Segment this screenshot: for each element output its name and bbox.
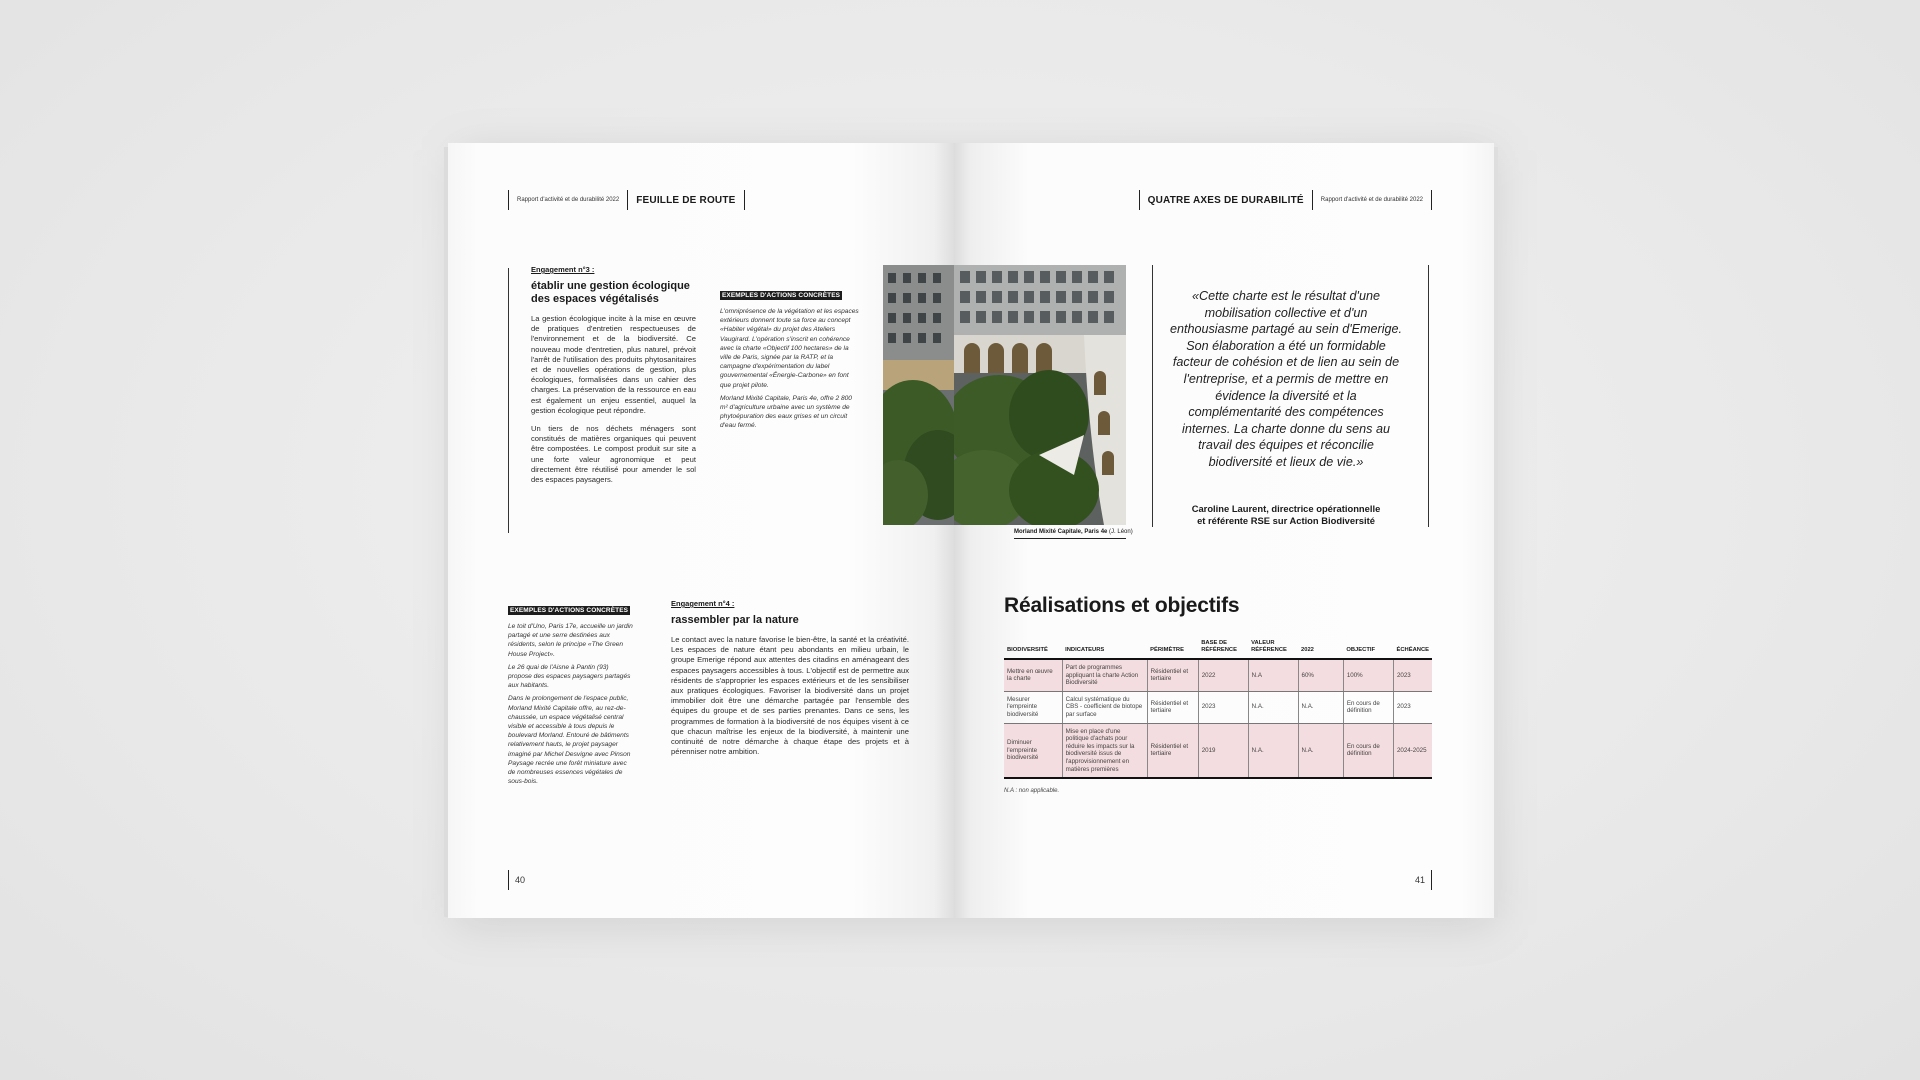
- paragraph: Le toit d'Uno, Paris 17e, accueille un jardin partagé et une serre destinées aux résidents, selon le principe «The Green House Project».: [508, 623, 633, 658]
- table-cell: 2023: [1393, 659, 1432, 691]
- examples-tag: EXEMPLES D'ACTIONS CONCRÈTES: [722, 292, 841, 299]
- left-page: [448, 143, 954, 918]
- table-cell: 2022: [1198, 659, 1248, 691]
- building-photo: [883, 265, 954, 525]
- header-divider: [1431, 190, 1432, 210]
- table-cell: Mise en place d'une politique d'achats pour réduire les impacts sur la biodiversité issus de l'approvisionnement en matières premières: [1062, 723, 1147, 778]
- examples-tag: EXEMPLES D'ACTIONS CONCRÈTES: [510, 607, 629, 614]
- author-line: et référente RSE sur Action Biodiversité: [1197, 515, 1375, 526]
- photo-left-half: [883, 265, 954, 525]
- engagement-body: [531, 314, 696, 485]
- table-cell: 2023: [1393, 691, 1432, 723]
- paragraph: Morland Mixité Capitale, Paris 4e, offre 2 800 m² d'agriculture urbaine avec un système de phytoépuration des eaux grises et un circuit d'eau fermé.: [720, 394, 852, 430]
- engagement-body: [671, 635, 909, 757]
- pull-quote: «Cette charte est le résultat d'une mobilisation collective et d'un enthousiasme partagé au sein d'Emerige. Son élaboration a été un formidable facteur de cohésion et de lien au sein de l'entreprise, et a permis de mettre en évidence la diversité et la complémentarité des compétences internes. La charte donne du sens au travail des équipes et réconcilie biodiversité et lieux de vie.»: [1169, 289, 1403, 469]
- column-header: 2022: [1298, 638, 1343, 659]
- column-header: BASE DE RÉFÉRENCE: [1198, 638, 1248, 659]
- table-cell: En cours de définition: [1343, 723, 1393, 778]
- engagement-3-block: [531, 265, 696, 493]
- table-cell: Résidentiel et tertiaire: [1147, 691, 1198, 723]
- header-divider: [744, 190, 745, 210]
- column-header: VALEUR RÉFÉRENCE: [1248, 638, 1298, 659]
- table-cell: N.A: [1248, 659, 1298, 691]
- author-line: Caroline Laurent, directrice opérationnelle: [1191, 503, 1381, 514]
- caption-rule: [1014, 538, 1126, 539]
- table-cell: N.A.: [1248, 691, 1298, 723]
- realisations-title: Réalisations et objectifs: [1004, 594, 1240, 617]
- table-cell: Résidentiel et tertiaire: [1147, 723, 1198, 778]
- paragraph: Le 26 quai de l'Aisne à Pantin (93) propose des espaces paysagers partagés aux habitants.: [508, 663, 631, 690]
- caption-title: Morland Mixité Capitale, Paris 4e: [1014, 529, 1108, 535]
- caption-credit: (J. Léon): [1109, 529, 1133, 535]
- page-number-divider: [1431, 870, 1432, 890]
- photo-right-half: [954, 265, 1126, 525]
- realisations-table: [1004, 638, 1432, 779]
- table-cell: En cours de définition: [1343, 691, 1393, 723]
- running-title: Rapport d'activité et de durabilité 2022: [517, 197, 620, 203]
- section-title: QUATRE AXES DE DURABILITÉ: [1147, 194, 1304, 206]
- paragraph: Un tiers de nos déchets ménagers sont constitués de matières organiques qui peuvent être compostées. Le compost produit sur site a une forte valeur agronomique et peut directement être réutilisé pour amender le sol des espaces paysagers.: [531, 424, 696, 485]
- page-number-left: [508, 870, 525, 890]
- table-cell: 2023: [1198, 691, 1248, 723]
- courtyard-photo: [954, 265, 1126, 525]
- table-cell: 60%: [1298, 659, 1343, 691]
- table-row: [1004, 691, 1432, 723]
- column-header: PÉRIMÈTRE: [1147, 638, 1198, 659]
- table-note: N.A : non applicable.: [1004, 788, 1060, 794]
- examples-text: [720, 307, 860, 431]
- left-page-header: [508, 191, 745, 209]
- quote-author: [1169, 503, 1403, 527]
- engagement-title: rassembler par la nature: [671, 614, 799, 626]
- table-cell: Mesurer l'empreinte biodiversité: [1004, 691, 1062, 723]
- paragraph: L'omniprésence de la végétation et les espaces extérieurs donnent toute sa force au concept «Habiter végétal» du projet des Ateliers Vaugirard. L'opération s'inscrit en cohérence avec la charte «Objectif 100 hectares» de la ville de Paris, signée par la RATP, et la campagne d'expérimentation du label gouvernemental «Énergie-Carbone» en font que projet pilote.: [720, 308, 859, 389]
- examples-block-1: [720, 284, 860, 435]
- table-row: [1004, 723, 1432, 778]
- column-header: ÉCHÉANCE: [1393, 638, 1432, 659]
- engagement-title: établir une gestion écologique des espaces végétalisés: [531, 280, 690, 305]
- table-cell: Résidentiel et tertiaire: [1147, 659, 1198, 691]
- page-number: 40: [515, 875, 526, 885]
- table-cell: N.A.: [1248, 723, 1298, 778]
- paragraph: Le contact avec la nature favorise le bien-être, la santé et la créativité. Les espaces de nature étant peu abondants en milieu urbain, le groupe Emerige répond aux attentes des citadins en aménageant des espaces paysagers accessibles à tous. L'objectif est de permettre aux résidents de s'approprier les espaces extérieurs et de les sensibiliser aux pratiques écologiques. Favoriser la biodiversité dans un projet immobilier doit être une démarche partagée par l'ensemble des équipes du groupe et de ses parties prenantes. Dans ce sens, les programmes de formation à la biodiversité de nos équipes visent à ce que chacun maîtrise les enjeux de la biodiversité, à maintenir une continuité de notre démarche à chaque étape des projets et à pérenniser notre ambition.: [671, 635, 909, 757]
- examples-text: [508, 622, 633, 786]
- table-cell: 100%: [1343, 659, 1393, 691]
- table-cell: N.A.: [1298, 723, 1343, 778]
- section-title: FEUILLE DE ROUTE: [636, 194, 736, 206]
- column-header: BIODIVERSITÉ: [1004, 638, 1062, 659]
- column-header: OBJECTIF: [1343, 638, 1393, 659]
- column-rule: [508, 268, 509, 533]
- page-number: 41: [1414, 875, 1425, 885]
- engagement-4-block: [671, 599, 909, 765]
- table-cell: Part de programmes appliquant la charte Action Biodiversité: [1062, 659, 1147, 691]
- running-title: Rapport d'activité et de durabilité 2022: [1320, 197, 1423, 203]
- engagement-kicker: Engagement n°3 :: [531, 265, 595, 274]
- page-number-right: [1415, 870, 1432, 890]
- table-cell: 2019: [1198, 723, 1248, 778]
- right-page: [954, 143, 1494, 918]
- paragraph: La gestion écologique incite à la mise en œuvre de pratiques d'entretien respectueuses de l'environnement et de la biodiversité. Ce nouveau mode d'entretien, plus naturel, prévoit l'arrêt de l'utilisation des produits phytosanitaires et de nouvelles opérations de gestion, plus écologiques, formalisées dans un cahier des charges. La préservation de la ressource en eau est également un enjeu essentiel, auquel la gestion écologique peut répondre.: [531, 314, 696, 415]
- table-cell: Calcul systématique du CBS - coefficient de biotope par surface: [1062, 691, 1147, 723]
- table-cell: Mettre en œuvre la charte: [1004, 659, 1062, 691]
- table-cell: Diminuer l'empreinte biodiversité: [1004, 723, 1062, 778]
- table-row: [1004, 659, 1432, 691]
- examples-block-2: [508, 599, 633, 790]
- column-header: INDICATEURS: [1062, 638, 1147, 659]
- page-number-divider: [508, 870, 509, 890]
- quote-rule-right: [1428, 265, 1429, 527]
- photo-caption: [1014, 529, 1133, 535]
- table-cell: 2024-2025: [1393, 723, 1432, 778]
- table-cell: N.A.: [1298, 691, 1343, 723]
- paragraph: Dans le prolongement de l'espace public, Morland Mixité Capitale offre, au rez-de-chaussée, un espace végétalisé central visible et accessible à tous depuis le boulevard Morland. Entouré de bâtiments relativement hauts, le projet paysager imaginé par Michel Desvigne avec Pinson Paysage recrée une forêt miniature avec de nombreuses essences végétales de sous-bois.: [508, 695, 631, 786]
- right-page-header: [1139, 191, 1432, 209]
- table-header-row: [1004, 638, 1432, 659]
- quote-rule-left: [1152, 265, 1153, 527]
- engagement-kicker: Engagement n°4 :: [671, 599, 735, 608]
